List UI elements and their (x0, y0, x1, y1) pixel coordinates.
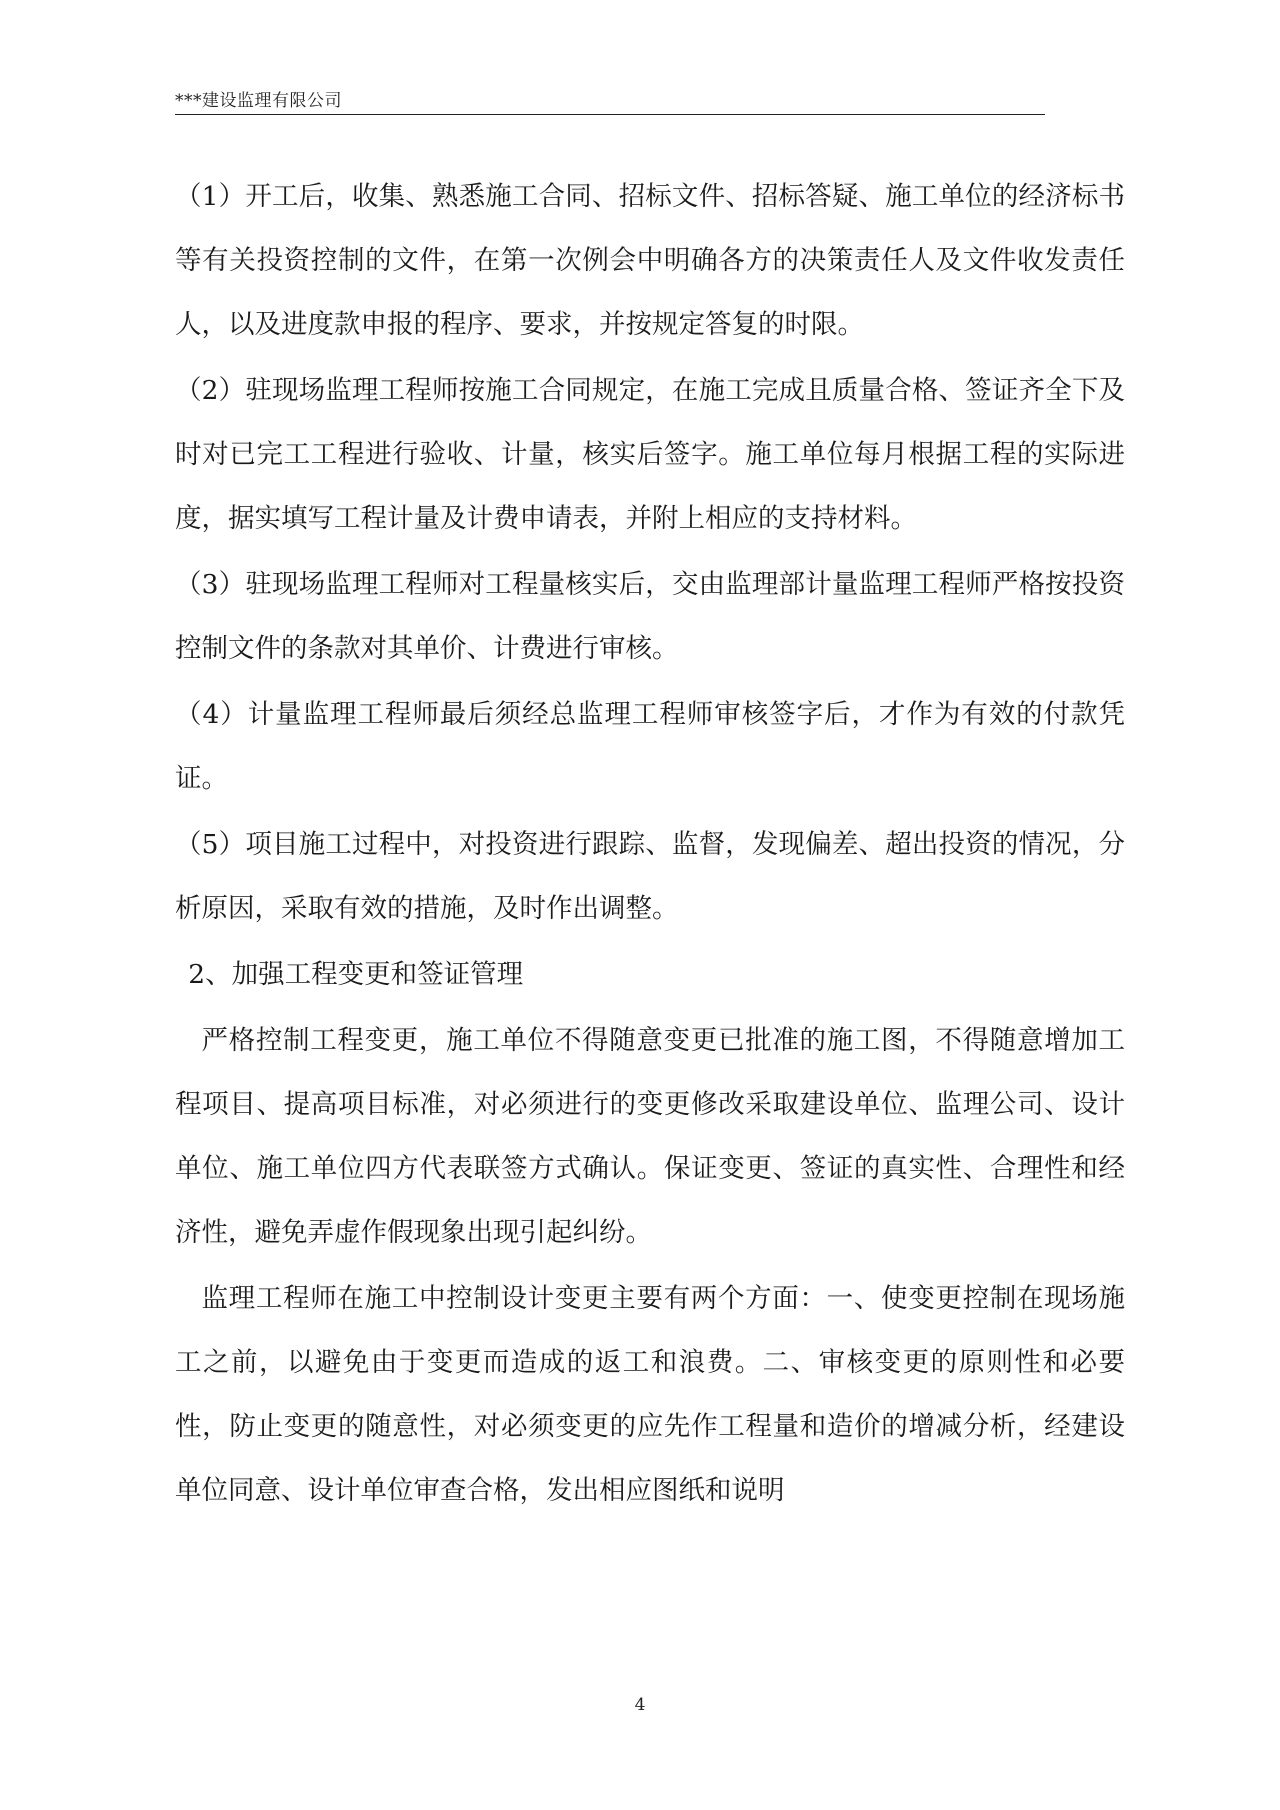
paragraph-3: （3）驻现场监理工程师对工程量核实后，交由监理部计量监理工程师严格按投资控制文件的条款对其单价、计费进行审核。 (175, 569, 1125, 664)
document-body (175, 165, 1125, 1525)
page-number: 4 (634, 1695, 646, 1715)
paragraph-1: （1）开工后，收集、熟悉施工合同、招标文件、招标答疑、施工单位的经济标书等有关投资控制的文件，在第一次例会中明确各方的决策责任人及文件收发责任人，以及进度款申报的程序、要求，并按规定答复的时限。 (175, 181, 1125, 340)
section-heading: 2、加强工程变更和签证管理 (188, 959, 524, 990)
company-name: ***建设监理有限公司 (175, 91, 342, 111)
paragraph-4: （4）计量监理工程师最后须经总监理工程师审核签字后，才作为有效的付款凭证。 (175, 699, 1125, 794)
paragraph-2: （2）驻现场监理工程师按施工合同规定，在施工完成且质量合格、签证齐全下及时对已完工工程进行验收、计量，核实后签字。施工单位每月根据工程的实际进度，据实填写工程计量及计费申请表，并附上相应的支持材料。 (175, 375, 1125, 534)
paragraph-design-change: 监理工程师在施工中控制设计变更主要有两个方面：一、使变更控制在现场施工之前，以避免由于变更而造成的返工和浪费。二、审核变更的原则性和必要性，防止变更的随意性，对必须变更的应先作工程量和造价的增减分析，经建设单位同意、设计单位审查合格，发出相应图纸和说明 (175, 1283, 1125, 1506)
paragraph-change-control: 严格控制工程变更，施工单位不得随意变更已批准的施工图，不得随意增加工程项目、提高项目标准，对必须进行的变更修改采取建设单位、监理公司、设计单位、施工单位四方代表联签方式确认。保证变更、签证的真实性、合理性和经济性，避免弄虚作假现象出现引起纠纷。 (175, 1025, 1125, 1248)
paragraph-5: （5）项目施工过程中，对投资进行跟踪、监督，发现偏差、超出投资的情况，分析原因，采取有效的措施，及时作出调整。 (175, 829, 1125, 924)
page-header (175, 90, 1045, 115)
